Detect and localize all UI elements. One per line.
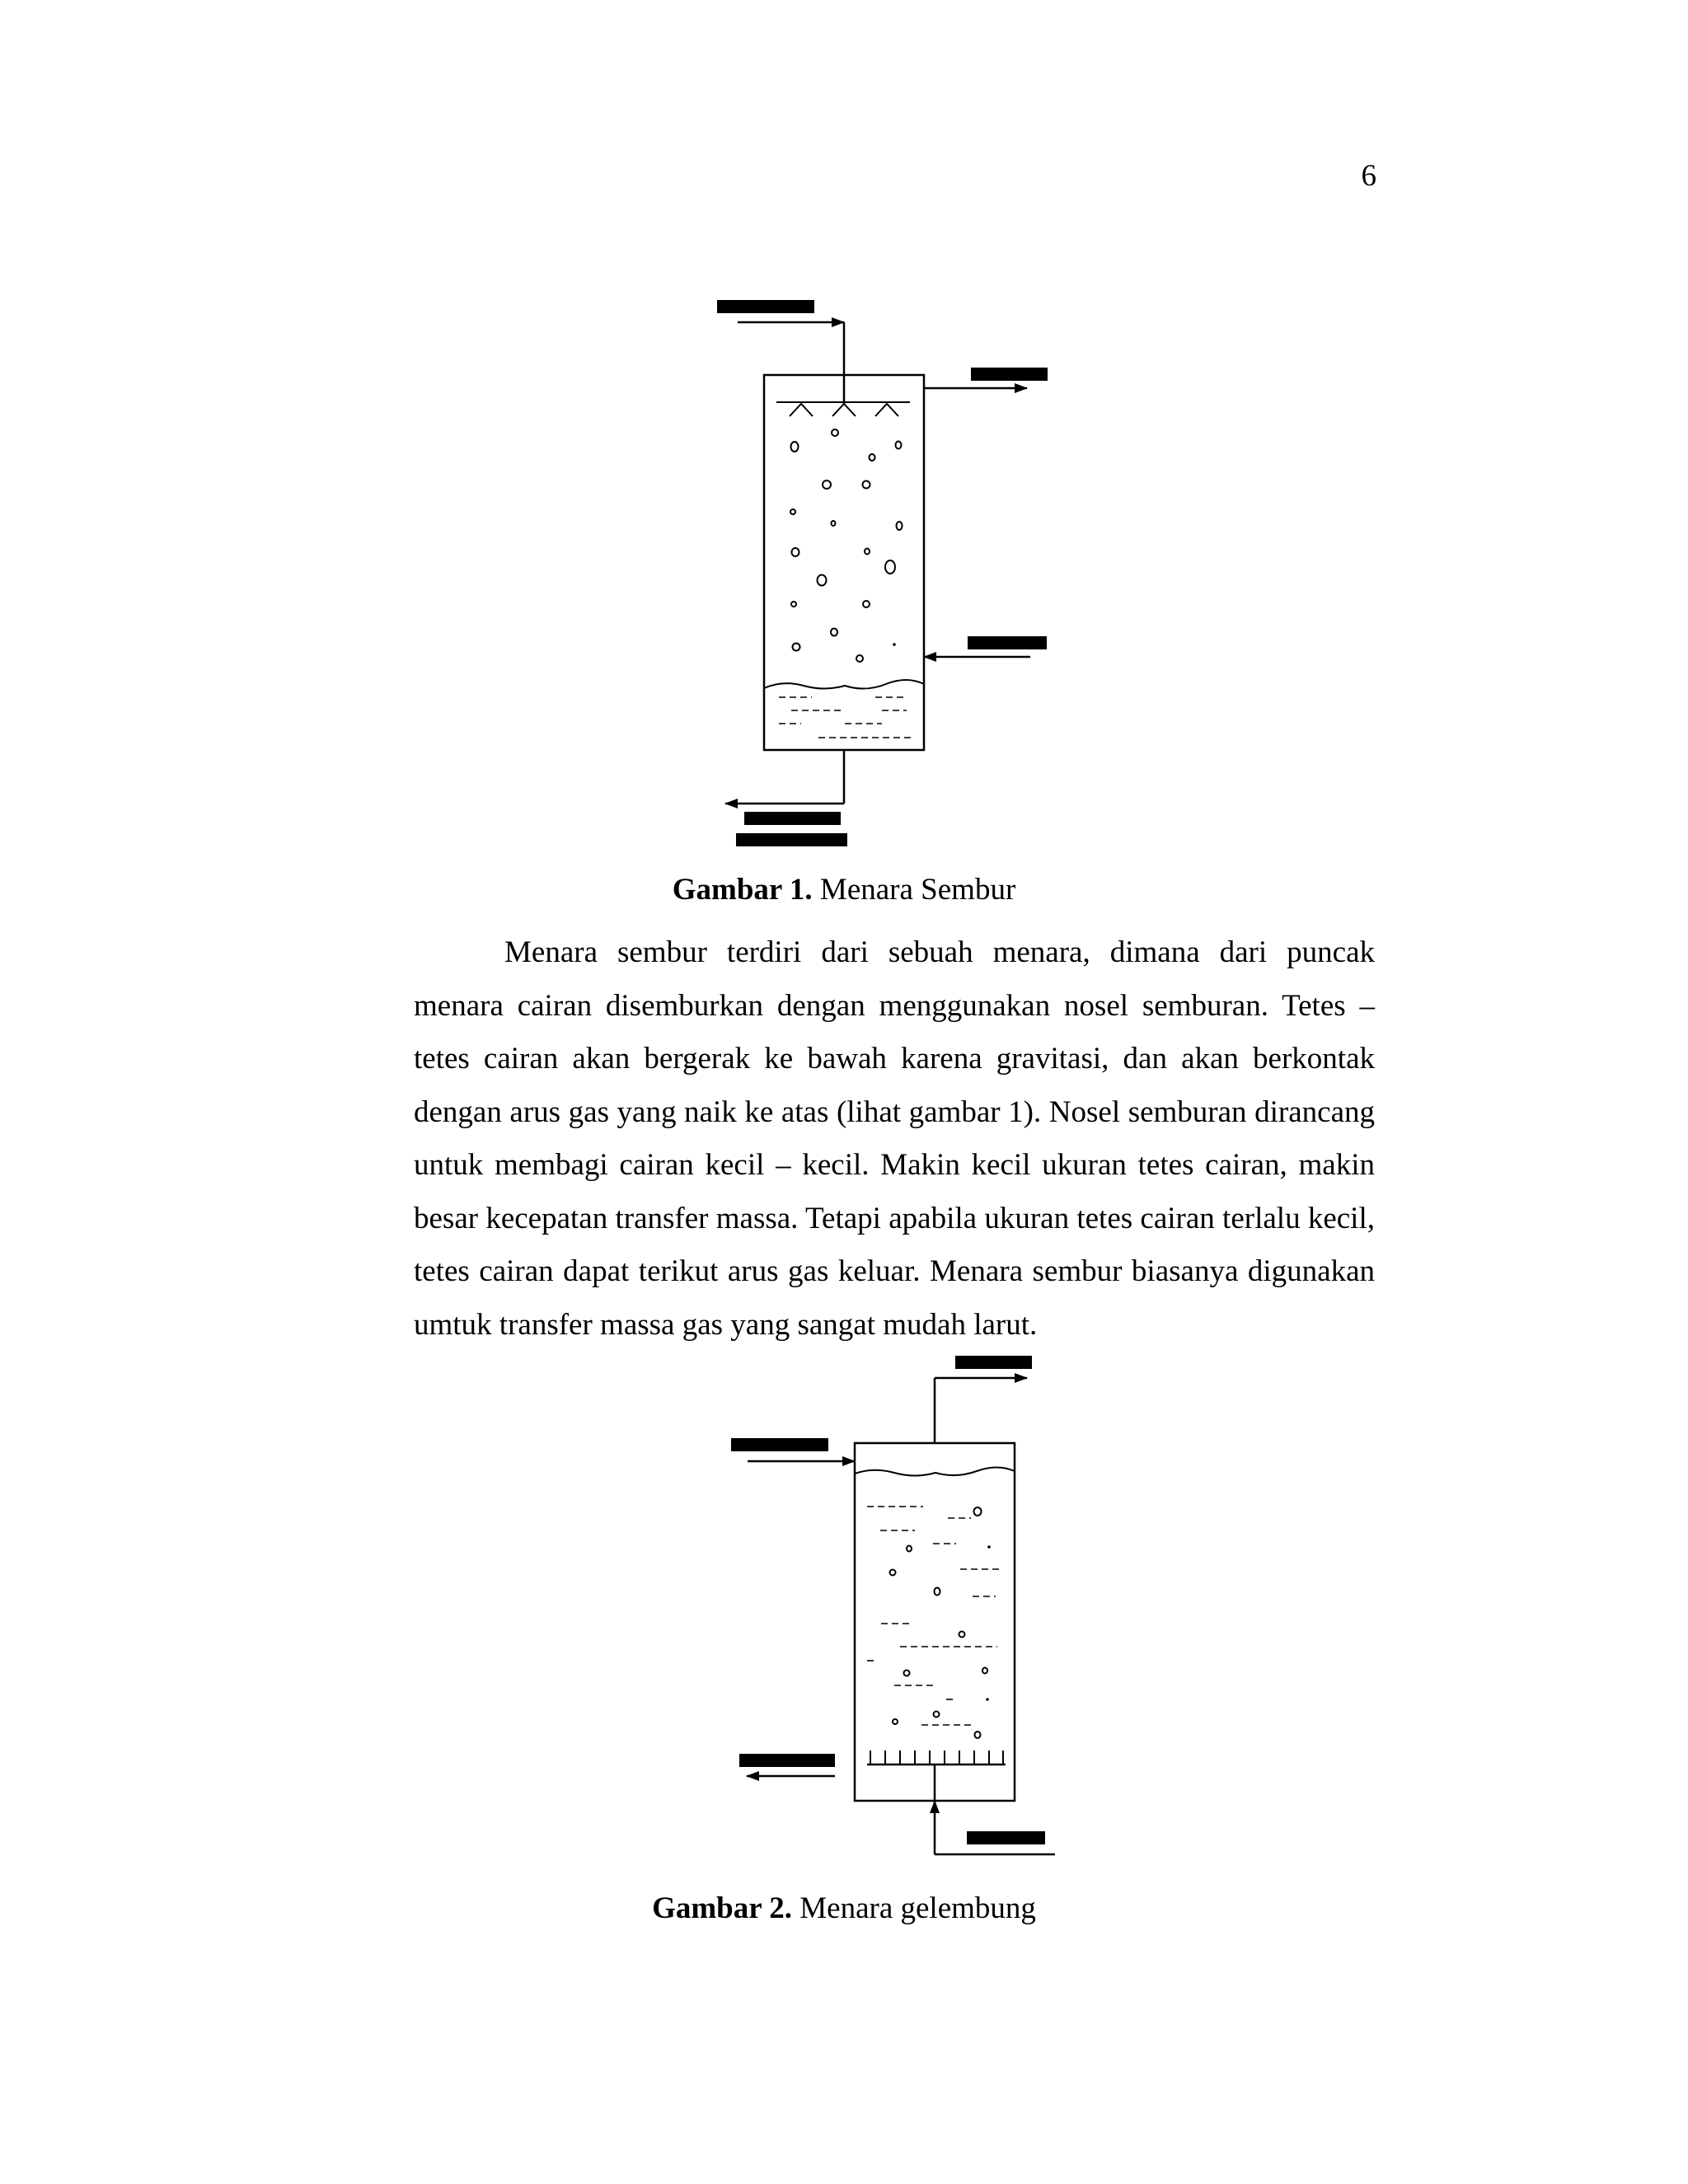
gas-bubbles <box>890 1507 988 1738</box>
redacted-label-gas-out <box>955 1356 1032 1369</box>
figure-1-title: Menara Sembur <box>819 873 1016 907</box>
liquid-dashes <box>867 1507 1001 1725</box>
redacted-label-liquid-out <box>739 1754 835 1767</box>
figure-2-label: Gambar 2. <box>652 1891 793 1925</box>
sparger-holes <box>870 1750 1003 1765</box>
figure-2-caption <box>0 1891 1688 1927</box>
figure-2-title: Menara gelembung <box>799 1891 1036 1925</box>
redacted-label-liquid-in <box>731 1438 828 1451</box>
page-number: 6 <box>1361 159 1376 193</box>
body-paragraph: Menara sembur terdiri dari sebuah menara, dimana dari puncak menara cairan disemburkan dengan menggunakan nosel semburan. Tetes – tetes cairan akan bergerak ke bawah karena gravitasi, dan akan berkontak dengan arus gas yang naik ke atas (lihat gambar 1). Nosel semburan dirancang untuk membagi cairan kecil – kecil. Makin kecil ukuran tetes cairan, makin besar kecepatan transfer massa. Tetapi apabila ukuran tetes cairan terlalu kecil, tetes cairan dapat terikut arus gas keluar. Menara sembur biasanya digunakan umtuk transfer massa gas yang sangat mudah larut. <box>414 935 1375 1342</box>
liquid-surface <box>855 1468 1015 1476</box>
bubble-tower-vessel <box>855 1443 1015 1801</box>
figure-1-label: Gambar 1. <box>672 873 813 907</box>
redacted-label-gas-in <box>967 1831 1045 1844</box>
